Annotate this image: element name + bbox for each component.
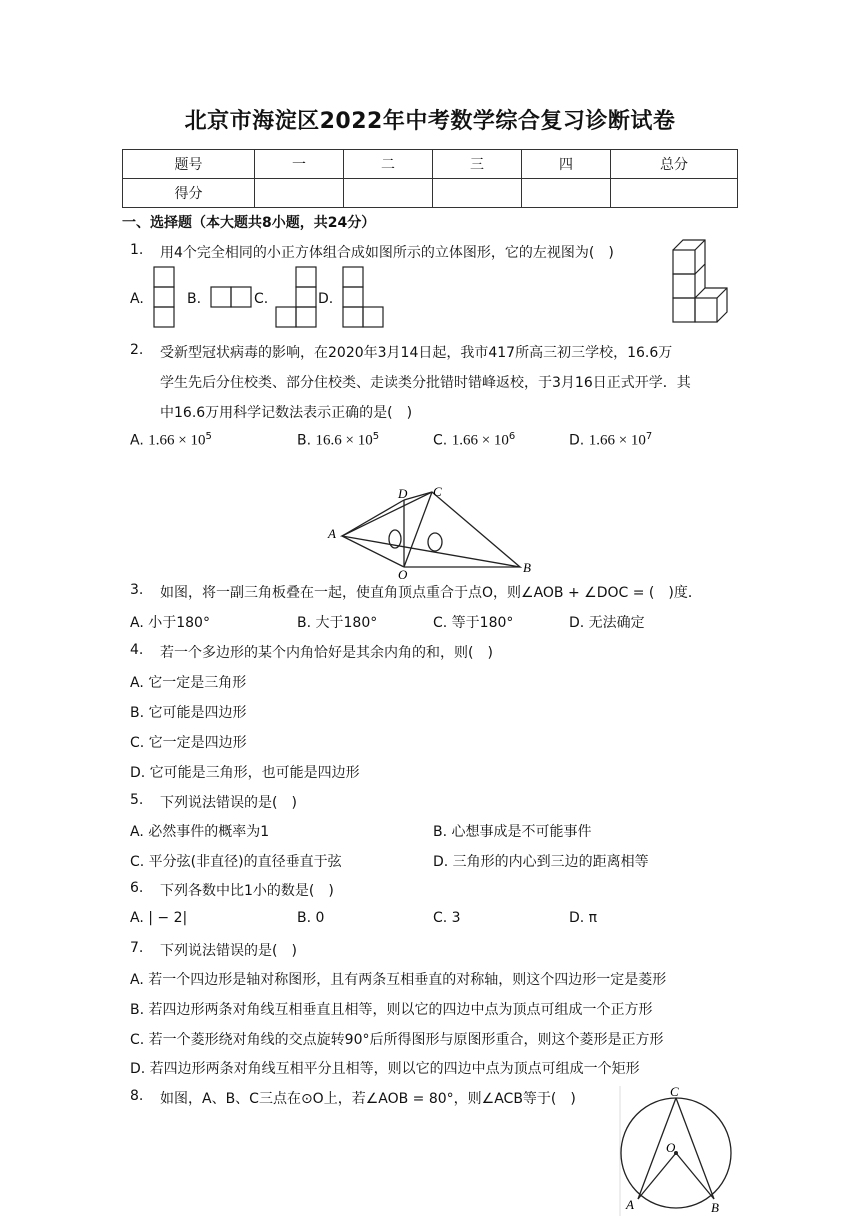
q1-option-d-label: D.	[318, 291, 334, 307]
question-text: 下列各数中比1小的数是( )	[160, 883, 334, 899]
option-label: D.	[569, 432, 585, 449]
option-label: A.	[130, 432, 144, 449]
question-number: 2.	[130, 342, 144, 358]
q5-option-a: A. 必然事件的概率为1	[130, 824, 270, 840]
q6-option-c: C. 3	[433, 910, 461, 926]
question-text: 如图，将一副三角板叠在一起，使直角顶点重合于点O，则∠AOB + ∠DOC = ( )度．	[160, 585, 702, 601]
q1-option-b-label: B.	[187, 291, 202, 307]
score-table-score-row	[123, 179, 738, 208]
point-b-label: B	[711, 1200, 719, 1215]
q7-option-a: A. 若一个四边形是轴对称图形，且有两条互相垂直的对称轴，则这个四边形一定是菱形	[130, 972, 667, 988]
option-base: 1.66 × 10	[451, 432, 509, 449]
option-base: 16.6 × 10	[315, 432, 373, 449]
option-label: C.	[433, 432, 448, 449]
q5-option-d: D. 三角形的内心到三边的距离相等	[433, 854, 649, 870]
question-number: 4.	[130, 642, 144, 658]
q1-option-c-figure	[275, 266, 319, 328]
q4-option-a: A. 它一定是三角形	[130, 675, 247, 691]
point-b-label: B	[523, 560, 531, 575]
q1-option-a-label: A.	[130, 291, 144, 307]
option-base: 1.66 × 10	[588, 432, 646, 449]
score-cell[interactable]	[522, 179, 611, 208]
point-d-label: D	[398, 486, 408, 501]
page-title: 北京市海淀区2022年中考数学综合复习诊断试卷	[184, 109, 676, 134]
header-cell: 三	[433, 150, 522, 179]
q8-circle-figure	[612, 1082, 738, 1216]
point-c-label: C	[433, 484, 442, 499]
q3-triangles-figure	[320, 480, 540, 580]
point-o-label: O	[666, 1140, 676, 1155]
q6-option-d: D. π	[569, 910, 598, 926]
point-o-label: O	[398, 567, 408, 582]
question-number: 1.	[130, 242, 144, 258]
question-text-line: 受新型冠状病毒的影响，在2020年3月14日起，我市417所高三初三学校，16.6万	[160, 345, 673, 361]
question-text: 下列说法错误的是( )	[160, 943, 297, 959]
question-number: 6.	[130, 880, 144, 896]
q1-option-b-figure	[208, 286, 254, 310]
q3-option-b: B. 大于180°	[297, 615, 378, 631]
q6-option-a: A. | − 2|	[130, 910, 188, 926]
score-cell[interactable]	[255, 179, 344, 208]
header-cell: 一	[255, 150, 344, 179]
q2-option-b	[297, 431, 379, 450]
q3-option-c: C. 等于180°	[433, 615, 514, 631]
header-cell: 二	[344, 150, 433, 179]
q4-option-b: B. 它可能是四边形	[130, 705, 247, 721]
question-number: 5.	[130, 792, 144, 808]
header-cell: 题号	[123, 150, 255, 179]
q3-option-a: A. 小于180°	[130, 615, 210, 631]
question-number: 8.	[130, 1088, 144, 1104]
q6-option-b: B. 0	[297, 910, 325, 926]
q5-option-b: B. 心想事成是不可能事件	[433, 824, 592, 840]
point-a-label: A	[626, 1197, 634, 1212]
score-table	[122, 149, 738, 208]
question-text: 如图，A、B、C三点在⊙O上，若∠AOB = 80°，则∠ACB等于( )	[160, 1091, 576, 1107]
q4-option-c: C. 它一定是四边形	[130, 735, 247, 751]
question-text: 用4个完全相同的小正方体组合成如图所示的立体图形，它的左视图为( )	[160, 245, 614, 261]
score-cell[interactable]	[611, 179, 738, 208]
q5-option-c: C. 平分弦(非直径)的直径垂直于弦	[130, 854, 342, 870]
q2-option-a	[130, 431, 212, 450]
question-text-line: 中16.6万用科学记数法表示正确的是( )	[160, 405, 413, 421]
q2-option-d	[569, 431, 652, 450]
option-exponent: 6	[508, 431, 516, 442]
question-text: 下列说法错误的是( )	[160, 795, 297, 811]
question-text: 若一个多边形的某个内角恰好是其余内角的和，则( )	[160, 645, 493, 661]
q3-option-d: D. 无法确定	[569, 615, 645, 631]
q4-option-d: D. 它可能是三角形，也可能是四边形	[130, 765, 360, 781]
point-a-label: A	[328, 526, 336, 541]
header-cell: 总分	[611, 150, 738, 179]
q2-option-c	[433, 431, 515, 450]
q7-option-d: D. 若四边形两条对角线互相平分且相等，则以它的四边中点为顶点可组成一个矩形	[130, 1061, 640, 1077]
question-number: 7.	[130, 940, 144, 956]
question-text-line: 学生先后分住校类、部分住校类、走读类分批错时错峰返校，于3月16日正式开学．其	[160, 375, 691, 391]
q1-solid-figure	[668, 238, 732, 328]
question-number: 3.	[130, 582, 144, 598]
q1-option-d-figure	[340, 266, 386, 328]
option-base: 1.66 × 10	[148, 432, 206, 449]
score-row-label: 得分	[123, 179, 255, 208]
section-heading: 一、选择题（本大题共8小题，共24分）	[122, 215, 376, 231]
header-cell: 四	[522, 150, 611, 179]
option-exponent: 7	[645, 431, 653, 442]
score-cell[interactable]	[433, 179, 522, 208]
option-exponent: 5	[205, 431, 212, 442]
score-table-header-row	[123, 150, 738, 179]
q1-option-c-label: C.	[254, 291, 269, 307]
point-c-label: C	[670, 1084, 679, 1099]
score-cell[interactable]	[344, 179, 433, 208]
q7-option-c: C. 若一个菱形绕对角线的交点旋转90°后所得图形与原图形重合，则这个菱形是正方形	[130, 1032, 664, 1048]
q7-option-b: B. 若四边形两条对角线互相垂直且相等，则以它的四边中点为顶点可组成一个正方形	[130, 1002, 653, 1018]
option-label: B.	[297, 432, 312, 449]
q1-option-a-figure	[150, 266, 180, 328]
option-exponent: 5	[372, 431, 380, 442]
